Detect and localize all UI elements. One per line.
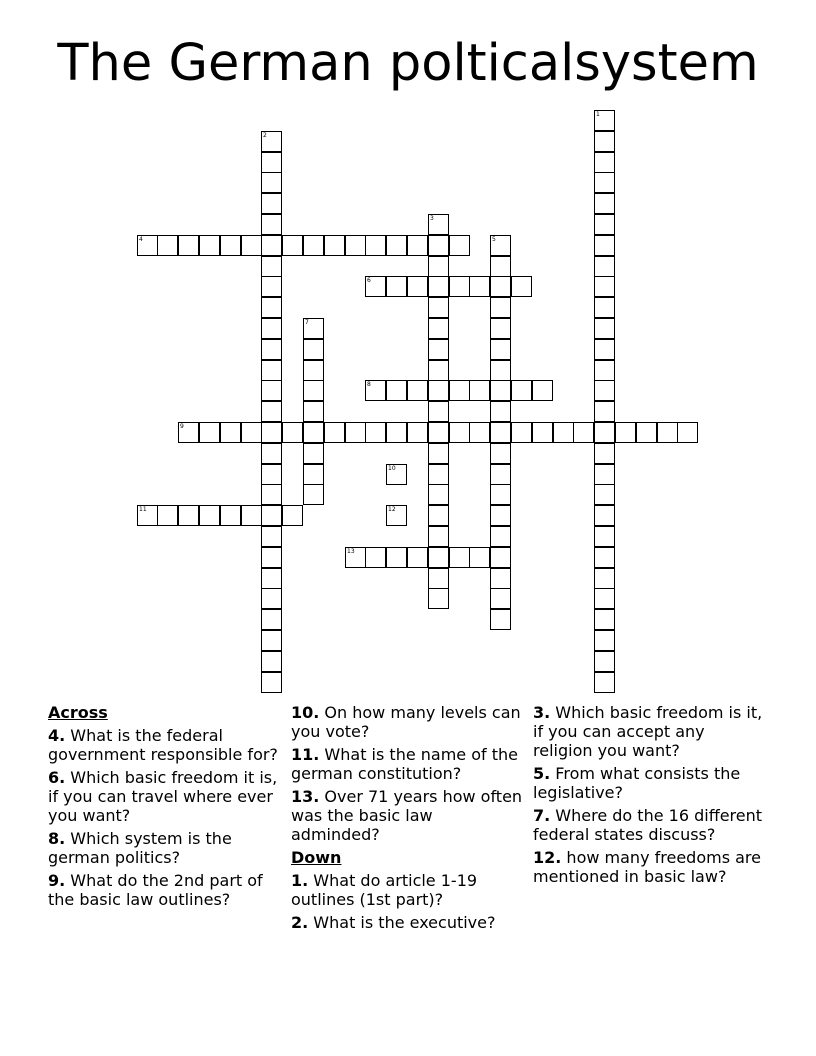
grid-cell[interactable] xyxy=(511,422,532,443)
down-heading: Down xyxy=(291,848,342,867)
clue-number-label: 10. xyxy=(291,703,320,722)
down-clue-list xyxy=(291,871,523,932)
grid-cell[interactable] xyxy=(490,464,511,485)
grid-cell[interactable] xyxy=(594,360,615,381)
clue-text: What is the name of the german constitution? xyxy=(291,745,518,783)
grid-cell[interactable] xyxy=(157,235,178,256)
grid-cell[interactable] xyxy=(449,422,470,443)
grid-cell[interactable] xyxy=(594,526,615,547)
grid-cell[interactable] xyxy=(594,568,615,589)
grid-cell[interactable] xyxy=(261,193,282,214)
grid-cell[interactable] xyxy=(594,547,615,568)
grid-cell[interactable] xyxy=(594,505,615,526)
grid-cell[interactable] xyxy=(261,588,282,609)
grid-cell[interactable] xyxy=(615,422,636,443)
clue xyxy=(48,768,280,825)
grid-cell[interactable] xyxy=(428,360,449,381)
grid-cell[interactable] xyxy=(594,651,615,672)
grid-cell[interactable] xyxy=(428,318,449,339)
grid-cell[interactable] xyxy=(636,422,657,443)
grid-cell[interactable] xyxy=(428,484,449,505)
grid-cell[interactable] xyxy=(261,630,282,651)
grid-cell[interactable] xyxy=(594,422,615,443)
grid-cell[interactable] xyxy=(261,214,282,235)
grid-cell[interactable] xyxy=(303,380,324,401)
grid-cell[interactable] xyxy=(594,318,615,339)
clue-number-label: 11. xyxy=(291,745,320,764)
grid-cell[interactable] xyxy=(594,464,615,485)
grid-cell[interactable] xyxy=(365,235,386,256)
grid-cell[interactable] xyxy=(428,505,449,526)
grid-cell[interactable] xyxy=(449,235,470,256)
grid-cell[interactable] xyxy=(178,505,199,526)
grid-cell[interactable] xyxy=(241,505,262,526)
grid-cell[interactable] xyxy=(490,568,511,589)
grid-cell[interactable] xyxy=(157,505,178,526)
grid-cell[interactable] xyxy=(178,422,199,443)
clue xyxy=(533,806,765,844)
grid-cell[interactable] xyxy=(303,339,324,360)
clue-number-label: 12. xyxy=(533,848,562,867)
grid-cell[interactable] xyxy=(220,235,241,256)
grid-cell[interactable] xyxy=(261,360,282,381)
grid-cell[interactable] xyxy=(428,235,449,256)
grid-cell[interactable] xyxy=(428,214,449,235)
grid-cell[interactable] xyxy=(261,609,282,630)
grid-cell[interactable] xyxy=(594,297,615,318)
grid-cell[interactable] xyxy=(428,443,449,464)
grid-cell[interactable] xyxy=(386,422,407,443)
grid-cell[interactable] xyxy=(511,380,532,401)
grid-cell[interactable] xyxy=(594,235,615,256)
grid-cell[interactable] xyxy=(407,422,428,443)
grid-cell[interactable] xyxy=(449,547,470,568)
grid-cell[interactable] xyxy=(490,443,511,464)
clue-text: What do article 1-19 outlines (1st part)? xyxy=(291,871,478,909)
grid-cell[interactable] xyxy=(469,276,490,297)
grid-cell[interactable] xyxy=(282,422,303,443)
grid-cell[interactable] xyxy=(365,422,386,443)
grid-cell[interactable] xyxy=(261,339,282,360)
grid-cell[interactable] xyxy=(303,360,324,381)
grid-cell[interactable] xyxy=(407,547,428,568)
grid-cell[interactable] xyxy=(261,401,282,422)
grid-cell[interactable] xyxy=(428,380,449,401)
grid-cell[interactable] xyxy=(490,318,511,339)
clue-text: how many freedoms are mentioned in basic law? xyxy=(533,848,761,886)
grid-cell[interactable] xyxy=(532,380,553,401)
grid-cell[interactable] xyxy=(594,588,615,609)
grid-cell[interactable] xyxy=(594,152,615,173)
clue xyxy=(291,913,523,932)
grid-cell[interactable] xyxy=(137,505,158,526)
grid-cell[interactable] xyxy=(428,256,449,277)
grid-cell[interactable] xyxy=(220,505,241,526)
grid-cell[interactable] xyxy=(261,484,282,505)
grid-cell[interactable] xyxy=(553,422,574,443)
grid-cell[interactable] xyxy=(386,235,407,256)
grid-cell[interactable] xyxy=(490,526,511,547)
grid-cell[interactable] xyxy=(490,380,511,401)
clue-text: Where do the 16 different federal states discuss? xyxy=(533,806,763,844)
across-clue-list xyxy=(48,726,280,909)
clue-number: 1 xyxy=(596,111,600,118)
clue-number-label: 13. xyxy=(291,787,320,806)
clue-number-label: 9. xyxy=(48,871,66,890)
grid-cell[interactable] xyxy=(490,256,511,277)
grid-cell[interactable] xyxy=(594,276,615,297)
grid-cell[interactable] xyxy=(241,235,262,256)
grid-cell[interactable] xyxy=(365,547,386,568)
grid-cell[interactable] xyxy=(365,276,386,297)
grid-cell[interactable] xyxy=(594,630,615,651)
grid-cell[interactable] xyxy=(594,256,615,277)
clue xyxy=(291,871,523,909)
grid-cell[interactable] xyxy=(199,505,220,526)
grid-cell[interactable] xyxy=(303,422,324,443)
grid-cell[interactable] xyxy=(490,547,511,568)
grid-cell[interactable] xyxy=(303,443,324,464)
grid-cell[interactable] xyxy=(178,235,199,256)
clue xyxy=(533,703,765,760)
grid-cell[interactable] xyxy=(345,422,366,443)
clue-text: Which system is the german politics? xyxy=(48,829,232,867)
clue xyxy=(533,848,765,886)
grid-cell[interactable] xyxy=(261,422,282,443)
grid-cell[interactable] xyxy=(282,235,303,256)
clue-text: What is the federal government responsible for? xyxy=(48,726,278,764)
grid-cell[interactable] xyxy=(594,484,615,505)
grid-cell[interactable] xyxy=(490,609,511,630)
grid-cell[interactable] xyxy=(261,256,282,277)
grid-cell[interactable] xyxy=(657,422,678,443)
clue-number: 4 xyxy=(139,236,143,243)
grid-cell[interactable] xyxy=(490,297,511,318)
grid-cell[interactable] xyxy=(594,672,615,693)
grid-cell[interactable] xyxy=(137,235,158,256)
clue-number: 3 xyxy=(430,215,434,222)
grid-cell[interactable] xyxy=(261,672,282,693)
grid-cell[interactable] xyxy=(490,276,511,297)
clue xyxy=(291,703,523,741)
grid-cell[interactable] xyxy=(490,401,511,422)
grid-cell[interactable] xyxy=(303,318,324,339)
clue-number: 6 xyxy=(367,277,371,284)
grid-cell[interactable] xyxy=(261,318,282,339)
grid-cell[interactable] xyxy=(490,339,511,360)
grid-cell[interactable] xyxy=(594,131,615,152)
clues-column-2 xyxy=(291,703,523,936)
grid-cell[interactable] xyxy=(594,172,615,193)
grid-cell[interactable] xyxy=(303,235,324,256)
clue-text: Which basic freedom it is, if you can travel where ever you want? xyxy=(48,768,278,825)
grid-cell[interactable] xyxy=(469,380,490,401)
grid-cell[interactable] xyxy=(594,339,615,360)
grid-cell[interactable] xyxy=(386,547,407,568)
grid-cell[interactable] xyxy=(490,505,511,526)
clue-number: 12 xyxy=(388,506,396,513)
grid-cell[interactable] xyxy=(261,505,282,526)
across-clue-list-continued xyxy=(291,703,523,844)
grid-cell[interactable] xyxy=(469,422,490,443)
grid-cell[interactable] xyxy=(594,609,615,630)
grid-cell[interactable] xyxy=(428,276,449,297)
grid-cell[interactable] xyxy=(594,443,615,464)
grid-cell[interactable] xyxy=(386,276,407,297)
grid-cell[interactable] xyxy=(469,547,490,568)
grid-cell[interactable] xyxy=(261,464,282,485)
grid-cell[interactable] xyxy=(594,401,615,422)
grid-cell[interactable] xyxy=(407,380,428,401)
clue xyxy=(533,764,765,802)
grid-cell[interactable] xyxy=(303,484,324,505)
clue-number-label: 4. xyxy=(48,726,66,745)
grid-cell[interactable] xyxy=(490,235,511,256)
grid-cell[interactable] xyxy=(490,360,511,381)
grid-cell[interactable] xyxy=(241,422,262,443)
clue-text: On how many levels can you vote? xyxy=(291,703,521,741)
grid-cell[interactable] xyxy=(220,422,241,443)
puzzle-title: The German polticalsystem xyxy=(57,34,759,93)
grid-cell[interactable] xyxy=(490,588,511,609)
grid-cell[interactable] xyxy=(386,464,407,485)
grid-cell[interactable] xyxy=(386,380,407,401)
grid-cell[interactable] xyxy=(594,193,615,214)
grid-cell[interactable] xyxy=(282,505,303,526)
clue xyxy=(291,787,523,844)
grid-cell[interactable] xyxy=(199,422,220,443)
grid-cell[interactable] xyxy=(199,235,220,256)
grid-cell[interactable] xyxy=(428,464,449,485)
clues-column-1 xyxy=(48,703,280,913)
clue-number-label: 8. xyxy=(48,829,66,848)
grid-cell[interactable] xyxy=(428,547,449,568)
grid-cell[interactable] xyxy=(428,568,449,589)
clue-number: 13 xyxy=(347,548,355,555)
clue-number: 5 xyxy=(492,236,496,243)
clue-number-label: 5. xyxy=(533,764,551,783)
grid-cell[interactable] xyxy=(428,339,449,360)
clue-text: From what consists the legislative? xyxy=(533,764,741,802)
grid-cell[interactable] xyxy=(365,380,386,401)
grid-cell[interactable] xyxy=(594,214,615,235)
clue xyxy=(48,726,280,764)
clue-number-label: 3. xyxy=(533,703,551,722)
grid-cell[interactable] xyxy=(303,401,324,422)
grid-cell[interactable] xyxy=(428,297,449,318)
grid-cell[interactable] xyxy=(261,380,282,401)
grid-cell[interactable] xyxy=(449,276,470,297)
clue-number: 9 xyxy=(180,423,184,430)
clue-number: 2 xyxy=(263,132,267,139)
clue xyxy=(48,871,280,909)
grid-cell[interactable] xyxy=(303,464,324,485)
clue xyxy=(48,829,280,867)
clue-number: 11 xyxy=(139,506,147,513)
clue-text: What is the executive? xyxy=(308,913,496,932)
grid-cell[interactable] xyxy=(261,172,282,193)
grid-cell[interactable] xyxy=(573,422,594,443)
grid-cell[interactable] xyxy=(594,380,615,401)
grid-cell[interactable] xyxy=(261,651,282,672)
clue-number: 7 xyxy=(305,319,309,326)
clue-text: What do the 2nd part of the basic law outlines? xyxy=(48,871,263,909)
across-heading: Across xyxy=(48,703,108,722)
grid-cell[interactable] xyxy=(428,526,449,547)
grid-cell[interactable] xyxy=(324,235,345,256)
grid-cell[interactable] xyxy=(428,422,449,443)
grid-cell[interactable] xyxy=(511,276,532,297)
clue-text: Which basic freedom is it, if you can accept any religion you want? xyxy=(533,703,763,760)
grid-cell[interactable] xyxy=(345,547,366,568)
grid-cell[interactable] xyxy=(261,235,282,256)
grid-cell[interactable] xyxy=(261,152,282,173)
clue-text: Over 71 years how often was the basic law adminded? xyxy=(291,787,523,844)
grid-cell[interactable] xyxy=(407,276,428,297)
grid-cell[interactable] xyxy=(677,422,698,443)
grid-cell[interactable] xyxy=(261,131,282,152)
clues-column-3 xyxy=(533,703,765,890)
grid-cell[interactable] xyxy=(261,443,282,464)
clue-number-label: 6. xyxy=(48,768,66,787)
grid-cell[interactable] xyxy=(386,505,407,526)
grid-cell[interactable] xyxy=(261,526,282,547)
grid-cell[interactable] xyxy=(345,235,366,256)
grid-cell[interactable] xyxy=(428,401,449,422)
grid-cell[interactable] xyxy=(324,422,345,443)
clue-number: 8 xyxy=(367,381,371,388)
clue xyxy=(291,745,523,783)
grid-cell[interactable] xyxy=(532,422,553,443)
clue-number-label: 1. xyxy=(291,871,309,890)
grid-cell[interactable] xyxy=(407,235,428,256)
grid-cell[interactable] xyxy=(261,547,282,568)
grid-cell[interactable] xyxy=(261,297,282,318)
grid-cell[interactable] xyxy=(428,588,449,609)
down-clue-list-continued xyxy=(533,703,765,886)
grid-cell[interactable] xyxy=(490,484,511,505)
clue-number: 10 xyxy=(388,465,396,472)
grid-cell[interactable] xyxy=(261,568,282,589)
clue-number-label: 2. xyxy=(291,913,309,932)
grid-cell[interactable] xyxy=(594,110,615,131)
grid-cell[interactable] xyxy=(449,380,470,401)
clue-number-label: 7. xyxy=(533,806,551,825)
grid-cell[interactable] xyxy=(261,276,282,297)
grid-cell[interactable] xyxy=(490,422,511,443)
